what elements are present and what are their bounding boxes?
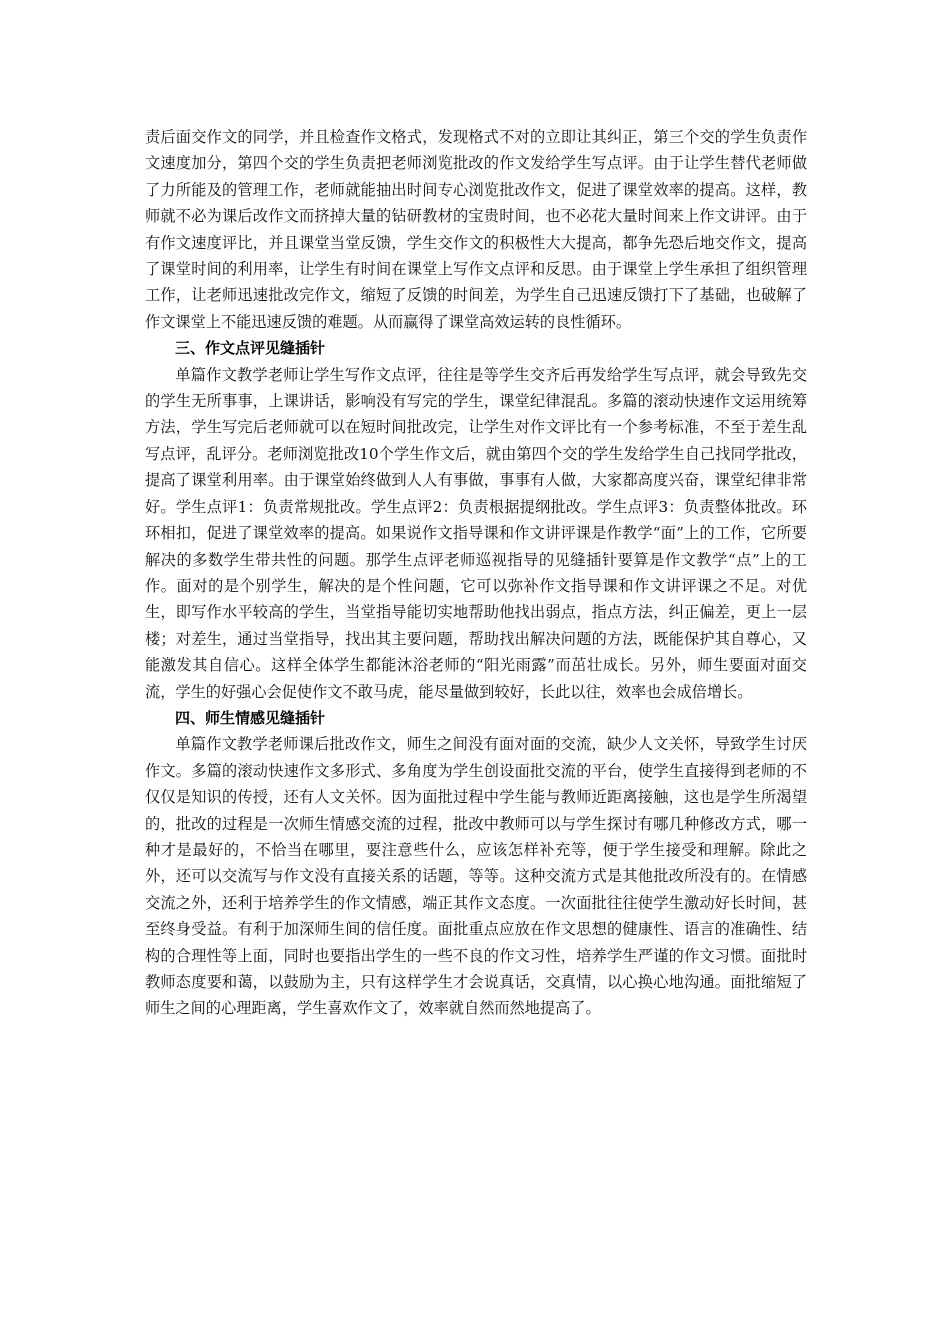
document-body bbox=[145, 124, 807, 1022]
paragraph-section-4: 单篇作文教学老师课后批改作文，师生之间没有面对面的交流，缺少人文关怀，导致学生讨厌作文。多篇的滚动快速作文多形式、多角度为学生创设面批交流的平台，使学生直接得到老师的不仅仅是知识的传授，还有人文关怀。因为面批过程中学生能与教师近距离接触，这也是学生所渴望的，批改的过程是一次师生情感交流的过程，批改中教师可以与学生探讨有哪几种修改方式，哪一种才是最好的，不恰当在哪里，要注意些什么，应该怎样补充等，便于学生接受和理解。除此之外，还可以交流写与作文没有直接关系的话题，等等。这种交流方式是其他批改所没有的。在情感交流之外，还利于培养学生的作文情感，端正其作文态度。一次面批往往使学生激动好长时间，甚至终身受益。有利于加深师生间的信任度。面批重点应放在作文思想的健康性、语言的准确性、结构的合理性等上面，同时也要指出学生的一些不良的作文习性，培养学生严谨的作文习惯。面批时教师态度要和蔼，以鼓励为主，只有这样学生才会说真话，交真情，以心换心地沟通。面批缩短了师生之间的心理距离，学生喜欢作文了，效率就自然而然地提高了。 bbox=[145, 735, 807, 1018]
section-heading-3: 三、作文点评见缝插针 bbox=[175, 339, 326, 358]
paragraph-continued: 责后面交作文的同学，并且检查作文格式，发现格式不对的立即让其纠正，第三个交的学生负责作文速度加分，第四个交的学生负责把老师浏览批改的作文发给学生写点评。由于让学生替代老师做了力所能及的管理工作，老师就能抽出时间专心浏览批改作文，促进了课堂效率的提高。这样，教师就不必为课后改作文而挤掉大量的钻研教材的宝贵时间，也不必花大量时间来上作文讲评。由于有作文速度评比，并且课堂当堂反馈，学生交作文的积极性大大提高，都争先恐后地交作文，提高了课堂时间的利用率，让学生有时间在课堂上写作文点评和反思。由于课堂上学生承担了组织管理工作，让老师迅速批改完作文，缩短了反馈的时间差，为学生自己迅速反馈打下了基础，也破解了作文课堂上不能迅速反馈的难题。从而赢得了课堂高效运转的良性循环。 bbox=[145, 128, 807, 331]
section-heading-4: 四、师生情感见缝插针 bbox=[175, 708, 326, 727]
paragraph-section-3: 单篇作文教学老师让学生写作文点评，往往是等学生交齐后再发给学生写点评，就会导致先交的学生无所事事，上课讲话，影响没有写完的学生，课堂纪律混乱。多篇的滚动快速作文运用统筹方法，学生写完后老师就可以在短时间批改完，让学生对作文评比有一个参考标准，不至于差生乱写点评，乱评分。老师浏览批改10个学生作文后，就由第四个交的学生发给学生自己找同学批改，提高了课堂利用率。由于课堂始终做到人人有事做，事事有人做，大家都高度兴奋，课堂纪律非常好。学生点评1：负责常规批改。学生点评2：负责根据提纲批改。学生点评3：负责整体批改。环环相扣，促进了课堂效率的提高。如果说作文指导课和作文讲评课是作教学“面”上的工作，它所要解决的多数学生带共性的问题。那学生点评老师巡视指导的见缝插针要算是作文教学“点”上的工作。面对的是个别学生，解决的是个性问题，它可以弥补作文指导课和作文讲评课之不足。对优生，即写作水平较高的学生，当堂指导能切实地帮助他找出弱点，指点方法，纠正偏差，更上一层楼；对差生，通过当堂指导，找出其主要问题，帮助找出解决问题的方法，既能保护其自尊心，又能激发其自信心。这样全体学生都能沐浴老师的“阳光雨露”而茁壮成长。另外，师生要面对面交流，学生的好强心会促使作文不敢马虎，能尽量做到较好，长此以往，效率也会成倍增长。 bbox=[145, 365, 807, 701]
